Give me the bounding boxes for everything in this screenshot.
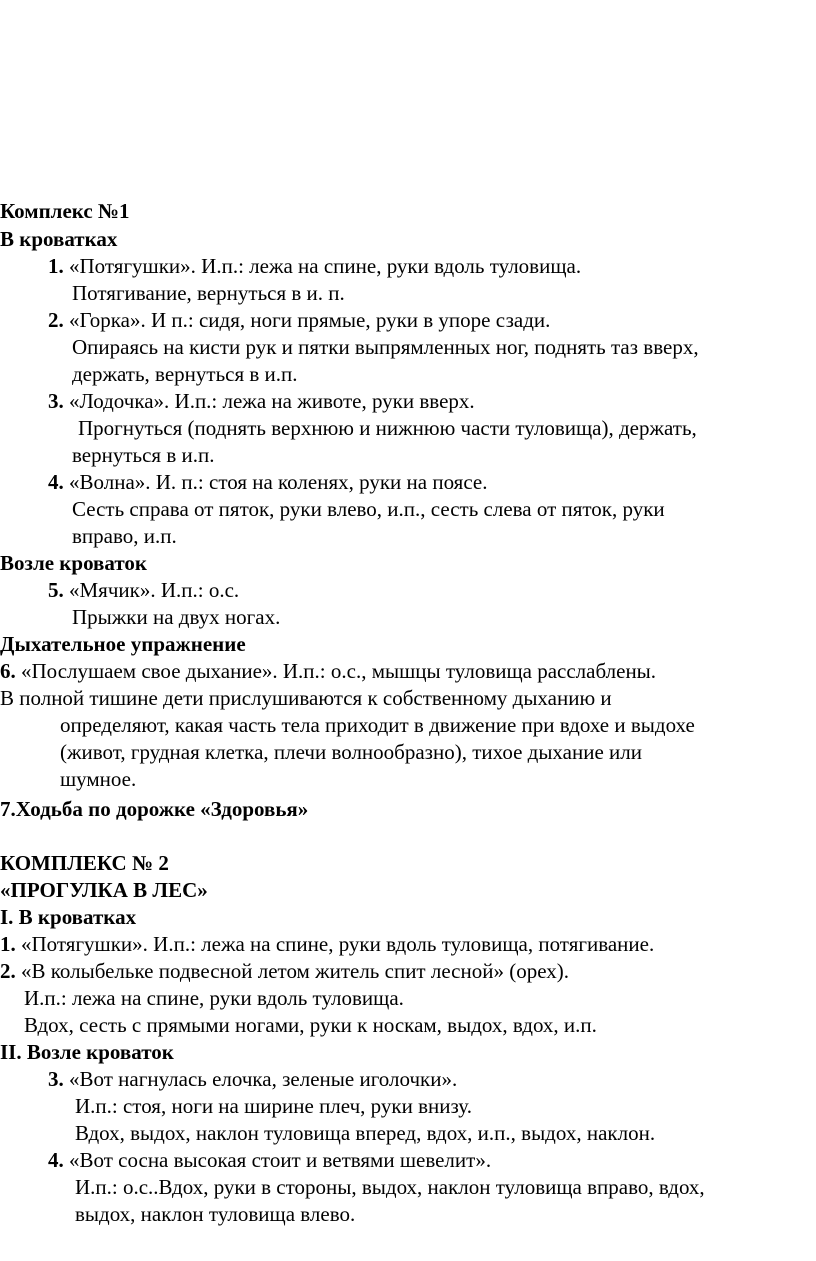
exercise-5-header [48, 577, 239, 604]
exercise-text: «Послушаем свое дыхание». И.п.: о.с., мышцы туловища расслаблены. [15, 659, 657, 683]
section-heading-near-beds: Возле кроваток [0, 551, 147, 575]
exercise-5-description: Прыжки на двух ногах. [72, 605, 281, 629]
exercise-3-header [48, 388, 475, 415]
exercise-6-description-cont: определяют, какая часть тела приходит в движение при вдохе и выдохе [60, 713, 695, 737]
exercise-text: «Потягушки». И.п.: лежа на спине, руки вдоль туловища, потягивание. [15, 932, 655, 956]
exercise-2-description-cont: Вдох, сесть с прямыми ногами, руки к носкам, выдох, вдох, и.п. [24, 1013, 597, 1037]
section-heading-in-beds: В кроватках [0, 227, 118, 251]
exercise-number: 5. [48, 578, 64, 602]
exercise-4-header [48, 1147, 491, 1174]
exercise-number: 1. [0, 932, 16, 956]
exercise-4-description: И.п.: о.с..Вдох, руки в стороны, выдох, наклон туловища вправо, вдох, [75, 1175, 705, 1199]
exercise-2-header [0, 958, 569, 985]
exercise-4-description: Сесть справа от пяток, руки влево, и.п., сесть слева от пяток, руки [72, 497, 665, 521]
exercise-2-description-cont: держать, вернуться в и.п. [72, 362, 298, 386]
exercise-3-header [48, 1066, 457, 1093]
exercise-number: 4. [48, 470, 64, 494]
exercise-4-description-cont: вправо, и.п. [72, 524, 177, 548]
exercise-6-header [0, 658, 656, 685]
exercise-number: 6. [0, 659, 16, 683]
exercise-2-header [48, 307, 550, 334]
exercise-text: «Вот нагнулась елочка, зеленые иголочки». [63, 1067, 458, 1091]
exercise-7-title: 7.Ходьба по дорожке «Здоровья» [0, 797, 309, 821]
exercise-3-description: И.п.: стоя, ноги на ширине плеч, руки внизу. [75, 1094, 472, 1118]
exercise-number: 3. [48, 389, 64, 413]
exercise-1-header [48, 253, 581, 280]
exercise-3-description-cont: Вдох, выдох, наклон туловища вперед, вдох, и.п., выдох, наклон. [75, 1121, 656, 1145]
exercise-4-header [48, 469, 487, 496]
exercise-text: «Горка». И п.: сидя, ноги прямые, руки в упоре сзади. [63, 308, 551, 332]
exercise-text: «Волна». И. п.: стоя на коленях, руки на поясе. [63, 470, 488, 494]
exercise-6-description-cont: шумное. [60, 767, 137, 791]
exercise-3-description-cont: вернуться в и.п. [72, 443, 215, 467]
exercise-6-description-cont: (живот, грудная клетка, плечи волнообразно), тихое дыхание или [60, 740, 642, 764]
exercise-2-description: Опираясь на кисти рук и пятки выпрямленных ног, поднять таз вверх, [72, 335, 699, 359]
complex2-title: КОМПЛЕКС № 2 [0, 851, 169, 875]
exercise-6-description: В полной тишине дети прислушиваются к собственному дыханию и [0, 686, 612, 710]
exercise-3-description: Прогнуться (поднять верхнюю и нижнюю части туловища), держать, [78, 416, 697, 440]
exercise-text: «Вот сосна высокая стоит и ветвями шевелит». [63, 1148, 492, 1172]
exercise-1-description: Потягивание, вернуться в и. п. [72, 281, 345, 305]
complex2-subtitle: «ПРОГУЛКА В ЛЕС» [0, 878, 208, 902]
exercise-text: «Лодочка». И.п.: лежа на животе, руки вверх. [63, 389, 475, 413]
section-heading-in-beds: I. В кроватках [0, 905, 137, 929]
exercise-number: 3. [48, 1067, 64, 1091]
complex1-title: Комплекс №1 [0, 199, 130, 223]
exercise-2-description: И.п.: лежа на спине, руки вдоль туловища. [24, 986, 404, 1010]
exercise-1-header [0, 931, 654, 958]
section-heading-breathing: Дыхательное упражнение [0, 632, 246, 656]
exercise-number: 2. [0, 959, 16, 983]
exercise-number: 1. [48, 254, 64, 278]
exercise-text: «Потягушки». И.п.: лежа на спине, руки вдоль туловища. [63, 254, 582, 278]
exercise-number: 2. [48, 308, 64, 332]
section-heading-near-beds: II. Возле кроваток [0, 1040, 174, 1064]
exercise-4-description-cont: выдох, наклон туловища влево. [75, 1202, 356, 1226]
exercise-text: «В колыбельке подвесной летом житель спит лесной» (орех). [15, 959, 570, 983]
exercise-number: 4. [48, 1148, 64, 1172]
exercise-text: «Мячик». И.п.: о.с. [63, 578, 240, 602]
